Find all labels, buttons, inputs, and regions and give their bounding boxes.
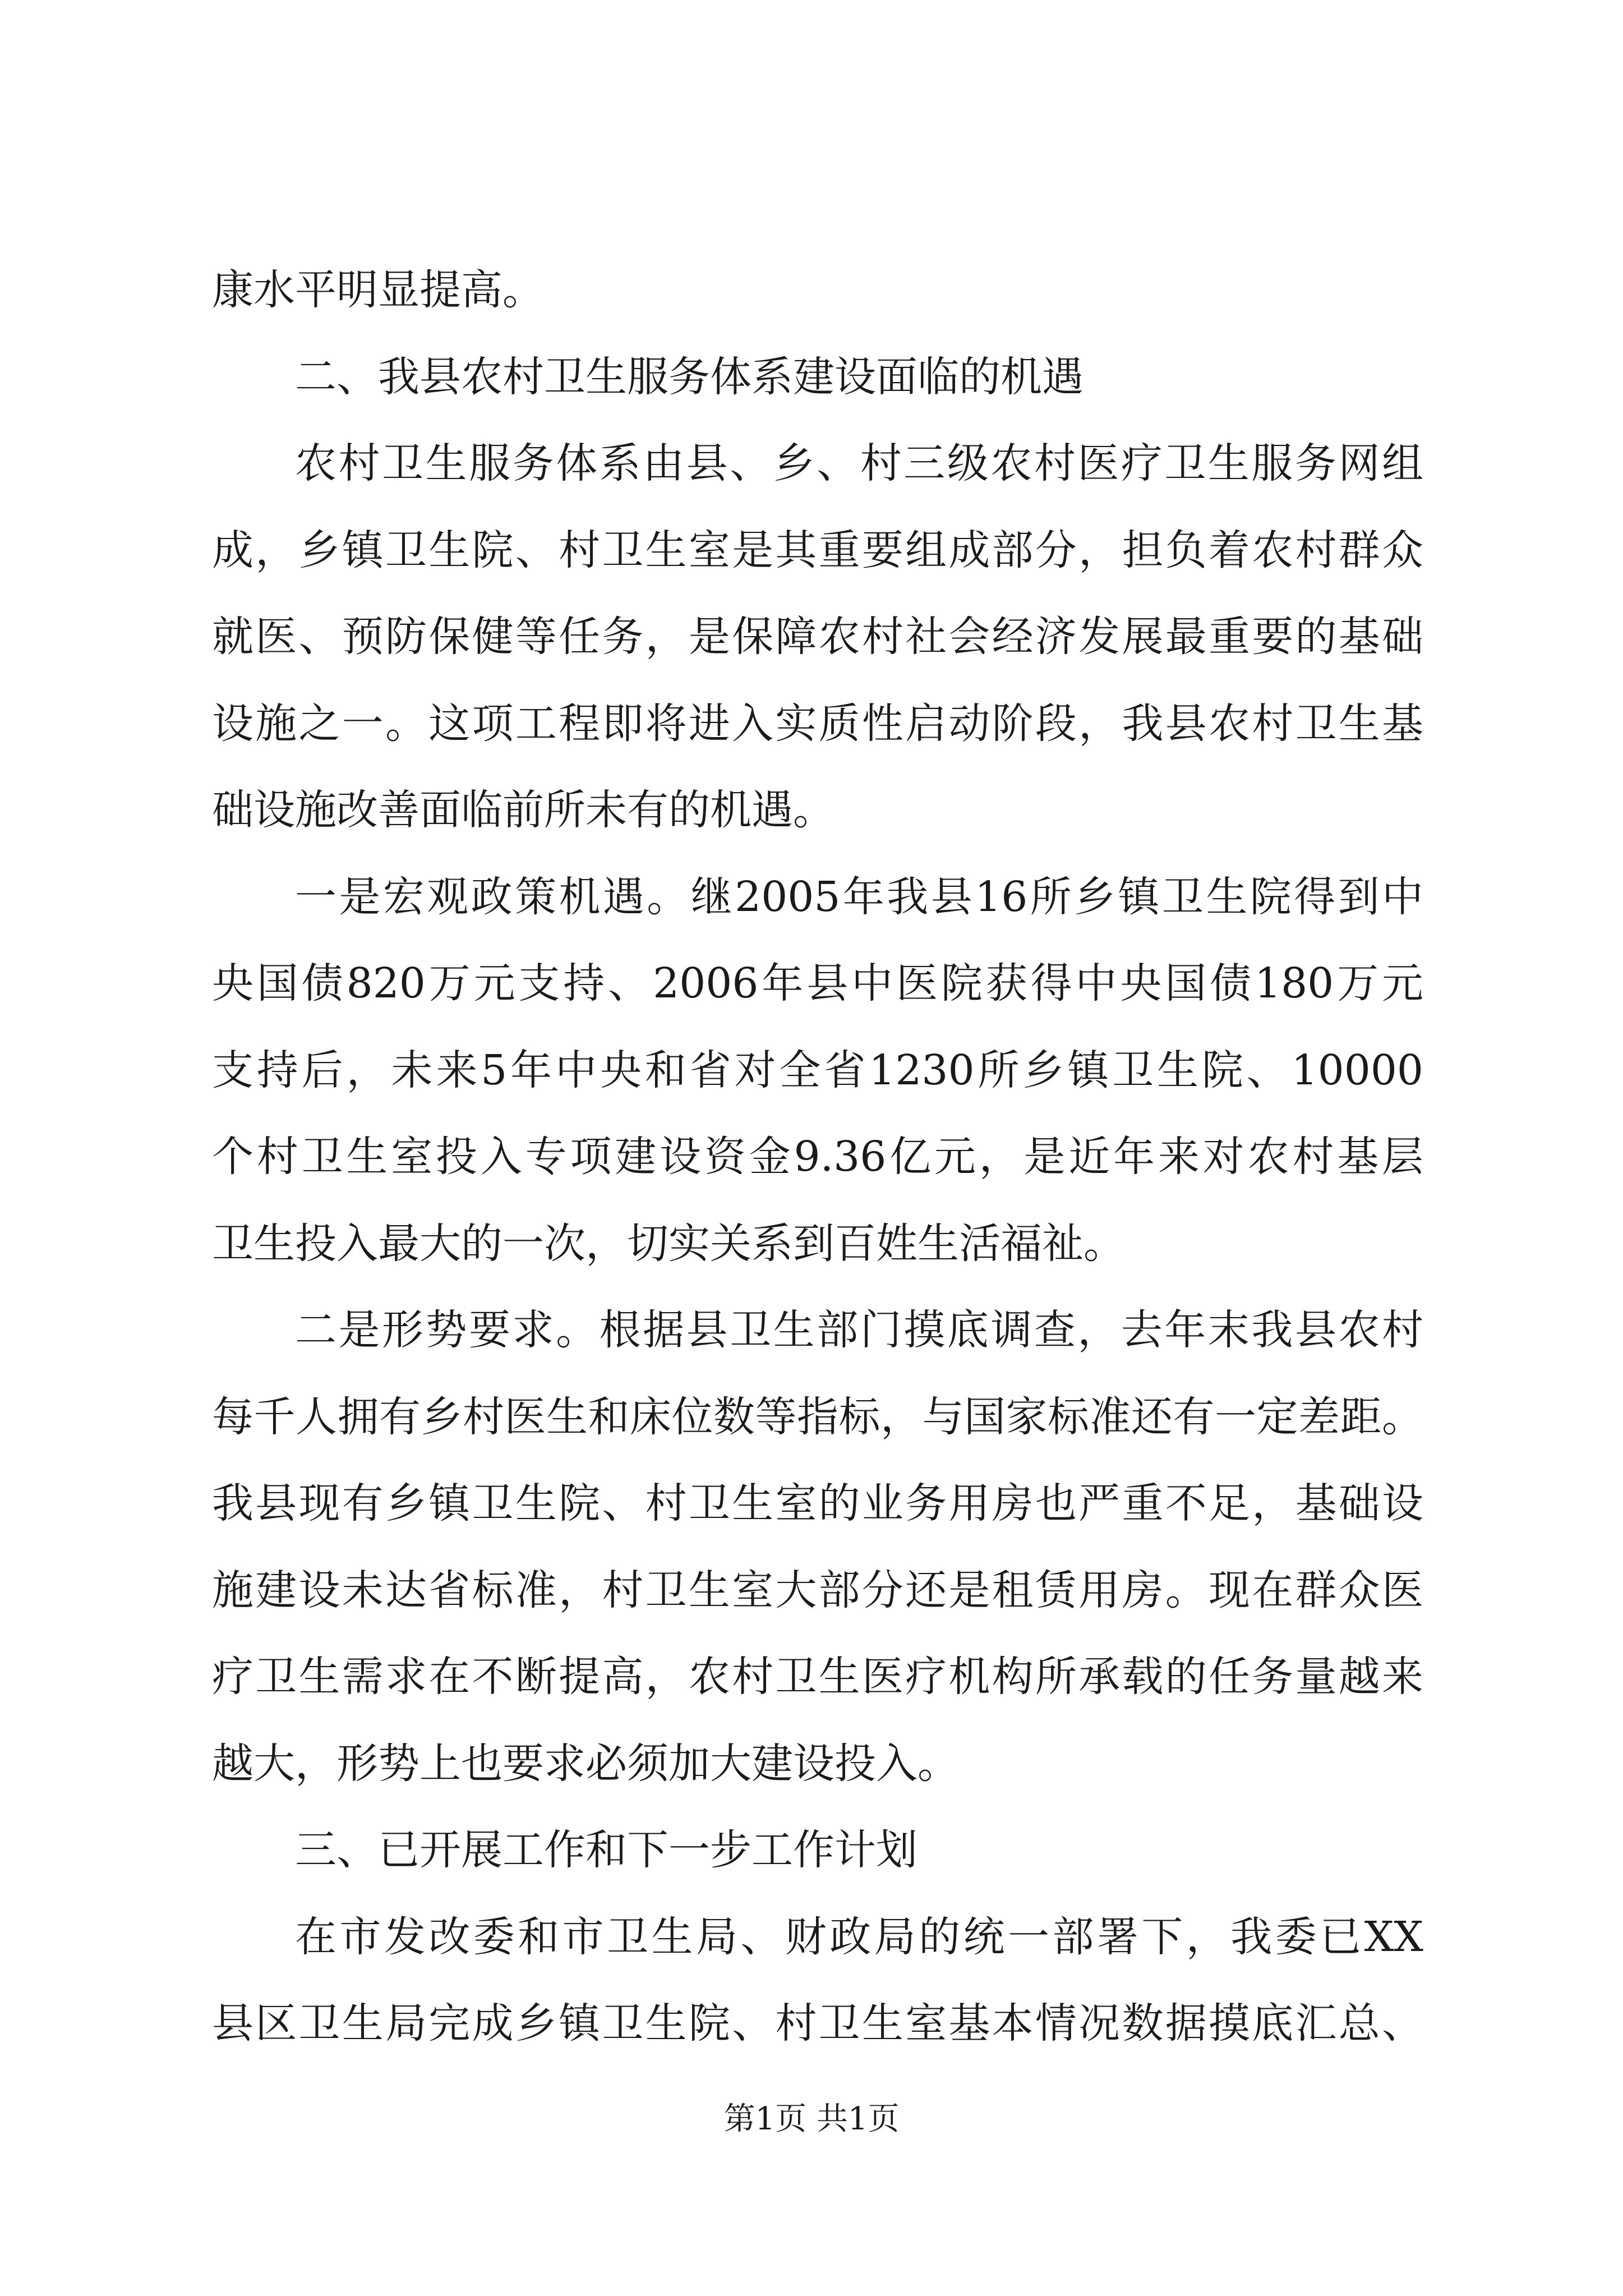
paragraph-line: 疗卫生需求在不断提高，农村卫生医疗机构所承载的任务量越来 <box>212 1653 1423 1701</box>
paragraph-line: 我县现有乡镇卫生院、村卫生室的业务用房也严重不足，基础设 <box>212 1479 1423 1527</box>
section-heading-work-plan: 三、已开展工作和下一步工作计划 <box>295 1826 917 1874</box>
paragraph-line: 央国债820万元支持、2006年县中医院获得中央国债180万元 <box>212 959 1423 1007</box>
paragraph-line: 在市发改委和市卫生局、财政局的统一部署下，我委已XX <box>295 1912 1423 1961</box>
document-body <box>212 247 1423 2067</box>
paragraph-line: 支持后，未来5年中央和省对全省1230所乡镇卫生院、10000 <box>212 1046 1423 1094</box>
paragraph-line: 设施之一。这项工程即将进入实质性启动阶段，我县农村卫生基 <box>212 699 1423 748</box>
paragraph-line: 二是形势要求。根据县卫生部门摸底调查，去年末我县农村 <box>295 1306 1423 1354</box>
paragraph-line: 施建设未达省标准，村卫生室大部分还是租赁用房。现在群众医 <box>212 1566 1423 1614</box>
page-number-footer: 第1页 共1页 <box>723 2101 900 2137</box>
paragraph-line: 就医、预防保健等任务，是保障农村社会经济发展最重要的基础 <box>212 613 1423 661</box>
paragraph-line: 每千人拥有乡村医生和床位数等指标，与国家标准还有一定差距。 <box>212 1392 1423 1441</box>
paragraph-line: 个村卫生室投入专项建设资金9.36亿元，是近年来对农村基层 <box>212 1133 1423 1181</box>
paragraph-line: 础设施改善面临前所未有的机遇。 <box>212 786 834 834</box>
paragraph-line: 一是宏观政策机遇。继2005年我县16所乡镇卫生院得到中 <box>295 872 1423 921</box>
paragraph-line: 康水平明显提高。 <box>212 266 544 314</box>
paragraph-line: 农村卫生服务体系由县、乡、村三级农村医疗卫生服务网组 <box>295 439 1423 487</box>
paragraph-line: 成，乡镇卫生院、村卫生室是其重要组成部分，担负着农村群众 <box>212 526 1423 574</box>
paragraph-line: 越大，形势上也要求必须加大建设投入。 <box>212 1739 959 1788</box>
section-heading-opportunities: 二、我县农村卫生服务体系建设面临的机遇 <box>295 352 1083 401</box>
paragraph-line: 县区卫生局完成乡镇卫生院、村卫生室基本情况数据摸底汇总、 <box>212 1999 1423 2047</box>
paragraph-line: 卫生投入最大的一次，切实关系到百姓生活福祉。 <box>212 1219 1125 1268</box>
